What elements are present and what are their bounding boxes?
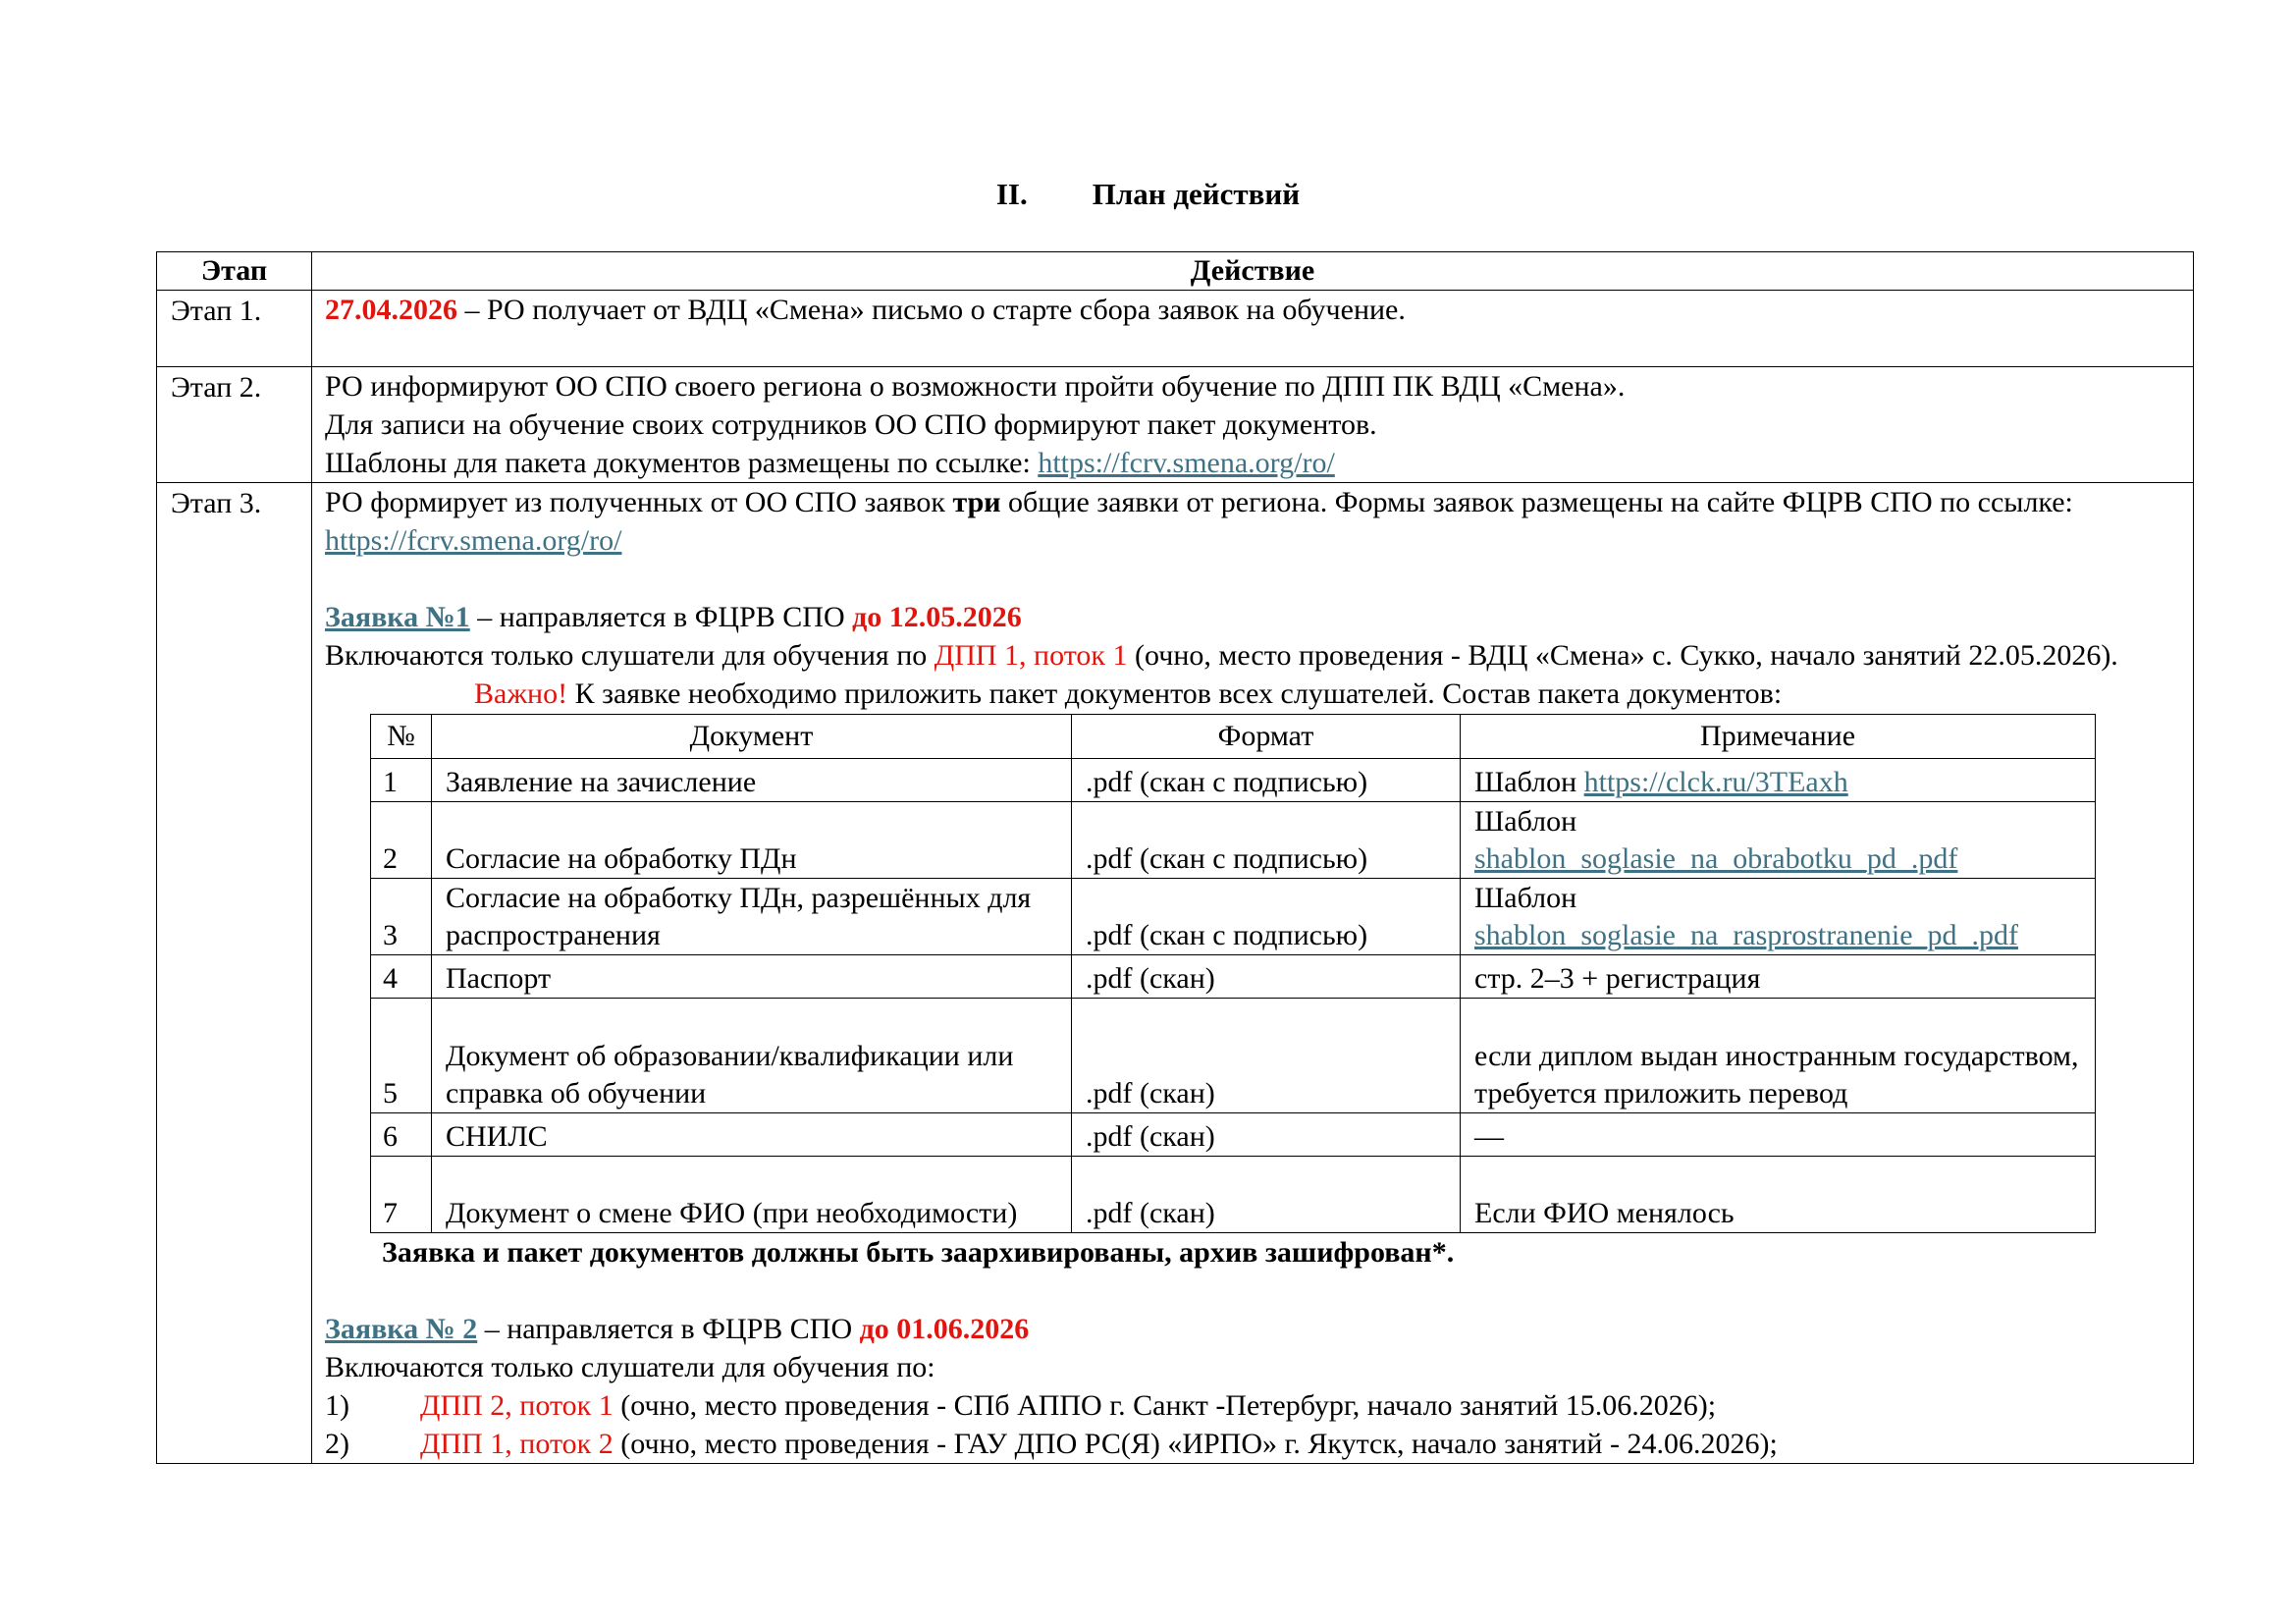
stage-3-action bbox=[312, 483, 2194, 1464]
doc-note: если диплом выдан иностранным государством, требуется приложить перевод bbox=[1461, 999, 2096, 1113]
table-row bbox=[371, 1157, 2096, 1233]
doc-num: 7 bbox=[371, 1157, 432, 1233]
table-row bbox=[371, 879, 2096, 955]
stage-3-row bbox=[157, 483, 2194, 1464]
stage-2-line-3-text: Шаблоны для пакета документов размещены по ссылке: bbox=[325, 447, 1039, 479]
stage-3-label: Этап 3. bbox=[157, 483, 312, 1464]
doc-note: — bbox=[1461, 1113, 2096, 1157]
table-header-row bbox=[157, 252, 2194, 291]
section-heading bbox=[0, 175, 2296, 214]
stage-3-intro-bold: три bbox=[952, 486, 1001, 518]
header-stage: Этап bbox=[157, 252, 312, 291]
spacer bbox=[325, 1272, 2181, 1310]
doc-name: Паспорт bbox=[432, 955, 1072, 999]
table-row bbox=[371, 759, 2096, 802]
doc-num: 4 bbox=[371, 955, 432, 999]
application-2-link[interactable]: Заявка № 2 bbox=[325, 1313, 478, 1345]
list-item-program: ДПП 2, поток 1 bbox=[420, 1389, 614, 1422]
header-action: Действие bbox=[312, 252, 2194, 291]
doc-format: .pdf (скан с подписью) bbox=[1072, 802, 1461, 879]
doc-format: .pdf (скан) bbox=[1072, 1113, 1461, 1157]
doc-note: Если ФИО менялось bbox=[1461, 1157, 2096, 1233]
doc-note bbox=[1461, 759, 2096, 802]
doc-num: 1 bbox=[371, 759, 432, 802]
doc-note-text: Шаблон bbox=[1474, 882, 1577, 914]
stage-2-line-1: РО информируют ОО СПО своего региона о возможности пройти обучение по ДПП ПК ВДЦ «Смена». bbox=[325, 370, 1626, 403]
doc-format: .pdf (скан с подписью) bbox=[1072, 879, 1461, 955]
doc-name: Документ о смене ФИО (при необходимости) bbox=[432, 1157, 1072, 1233]
stage-1-row bbox=[157, 291, 2194, 367]
table-row bbox=[371, 999, 2096, 1113]
doc-format: .pdf (скан) bbox=[1072, 955, 1461, 999]
application-1-includes-text-a: Включаются только слушатели для обучения по bbox=[325, 639, 934, 672]
doc-format: .pdf (скан с подписью) bbox=[1072, 759, 1461, 802]
important-label: Важно! bbox=[474, 677, 568, 710]
stage-3-intro bbox=[325, 483, 2181, 560]
documents-table bbox=[370, 714, 2096, 1233]
table-row bbox=[371, 955, 2096, 999]
application-1-title bbox=[325, 598, 2181, 636]
application-2-title bbox=[325, 1310, 2181, 1348]
stage-3-intro-text-b: общие заявки от региона. Формы заявок размещены на сайте ФЦРВ СПО по ссылке: bbox=[1000, 486, 2073, 518]
list-item-program: ДПП 1, поток 2 bbox=[420, 1428, 614, 1460]
templates-link[interactable]: https://fcrv.smena.org/ro/ bbox=[1038, 447, 1335, 479]
application-1-link[interactable]: Заявка №1 bbox=[325, 601, 470, 633]
doc-num: 6 bbox=[371, 1113, 432, 1157]
doc-name: Согласие на обработку ПДн bbox=[432, 802, 1072, 879]
doc-num: 5 bbox=[371, 999, 432, 1113]
docs-header-doc: Документ bbox=[432, 715, 1072, 759]
table-row bbox=[371, 802, 2096, 879]
application-2-deadline: до 01.06.2026 bbox=[859, 1313, 1030, 1345]
stage-2-line-3 bbox=[325, 444, 2181, 482]
doc-note-text: Шаблон bbox=[1474, 805, 1577, 838]
action-plan-table bbox=[156, 251, 2194, 1464]
doc-note bbox=[1461, 802, 2096, 879]
list-item-number: 2) bbox=[325, 1428, 349, 1460]
doc-name: Документ об образовании/квалификации или справка об обучении bbox=[432, 999, 1072, 1113]
doc-note: стр. 2–3 + регистрация bbox=[1461, 955, 2096, 999]
template-link[interactable]: shablon_soglasie_na_obrabotku_pd_.pdf bbox=[1474, 842, 1958, 875]
list-item bbox=[325, 1386, 2181, 1425]
doc-num: 2 bbox=[371, 802, 432, 879]
template-link[interactable]: https://clck.ru/3TEaxh bbox=[1583, 766, 1848, 798]
stage-2-row bbox=[157, 367, 2194, 483]
stage-1-action bbox=[312, 291, 2194, 367]
stage-2-action bbox=[312, 367, 2194, 483]
application-2-includes: Включаются только слушатели для обучения по: bbox=[325, 1351, 935, 1383]
doc-name: Согласие на обработку ПДн, разрешённых для распространения bbox=[432, 879, 1072, 955]
stage-1-date: 27.04.2026 bbox=[325, 294, 457, 326]
application-1-includes-text-b: (очно, место проведения - ВДЦ «Смена» с. Сукко, начало занятий 22.05.2026). bbox=[1127, 639, 2118, 672]
important-note bbox=[474, 675, 2181, 713]
docs-header-note: Примечание bbox=[1461, 715, 2096, 759]
forms-link[interactable]: https://fcrv.smena.org/ro/ bbox=[325, 524, 622, 557]
important-text: К заявке необходимо приложить пакет документов всех слушателей. Состав пакета документов: bbox=[567, 677, 1783, 710]
stage-1-label: Этап 1. bbox=[157, 291, 312, 367]
application-1-text: – направляется в ФЦРВ СПО bbox=[469, 601, 853, 633]
list-item-text: (очно, место проведения - СПб АППО г. Санкт -Петербург, начало занятий 15.06.2026); bbox=[613, 1389, 1717, 1422]
doc-num: 3 bbox=[371, 879, 432, 955]
stage-3-intro-text-a: РО формирует из полученных от ОО СПО заявок bbox=[325, 486, 953, 518]
template-link[interactable]: shablon_soglasie_na_rasprostranenie_pd_.pdf bbox=[1474, 919, 2019, 951]
table-row bbox=[371, 1113, 2096, 1157]
list-item-text: (очно, место проведения - ГАУ ДПО РС(Я) «ИРПО» г. Якутск, начало занятий - 24.06.2026); bbox=[613, 1428, 1778, 1460]
doc-note bbox=[1461, 879, 2096, 955]
doc-format: .pdf (скан) bbox=[1072, 999, 1461, 1113]
list-item bbox=[325, 1425, 2181, 1463]
docs-header-num: № bbox=[371, 715, 432, 759]
application-1-includes bbox=[325, 636, 2181, 675]
application-1-deadline: до 12.05.2026 bbox=[852, 601, 1022, 633]
doc-note-text: Шаблон bbox=[1474, 766, 1584, 798]
archive-requirement: Заявка и пакет документов должны быть заархивированы, архив зашифрован*. bbox=[382, 1236, 1455, 1269]
application-2-text: – направляется в ФЦРВ СПО bbox=[477, 1313, 860, 1345]
documents-header-row bbox=[371, 715, 2096, 759]
section-title: План действий bbox=[1092, 177, 1301, 211]
list-item-number: 1) bbox=[325, 1389, 349, 1422]
stage-2-label: Этап 2. bbox=[157, 367, 312, 483]
stage-1-text: – РО получает от ВДЦ «Смена» письмо о старте сбора заявок на обучение. bbox=[457, 294, 1406, 326]
doc-name: Заявление на зачисление bbox=[432, 759, 1072, 802]
application-1-program: ДПП 1, поток 1 bbox=[934, 639, 1128, 672]
docs-header-format: Формат bbox=[1072, 715, 1461, 759]
doc-format: .pdf (скан) bbox=[1072, 1157, 1461, 1233]
doc-name: СНИЛС bbox=[432, 1113, 1072, 1157]
stage-2-line-2: Для записи на обучение своих сотрудников ОО СПО формируют пакет документов. bbox=[325, 408, 1377, 441]
spacer bbox=[325, 560, 2181, 598]
section-number: II. bbox=[995, 177, 1028, 211]
